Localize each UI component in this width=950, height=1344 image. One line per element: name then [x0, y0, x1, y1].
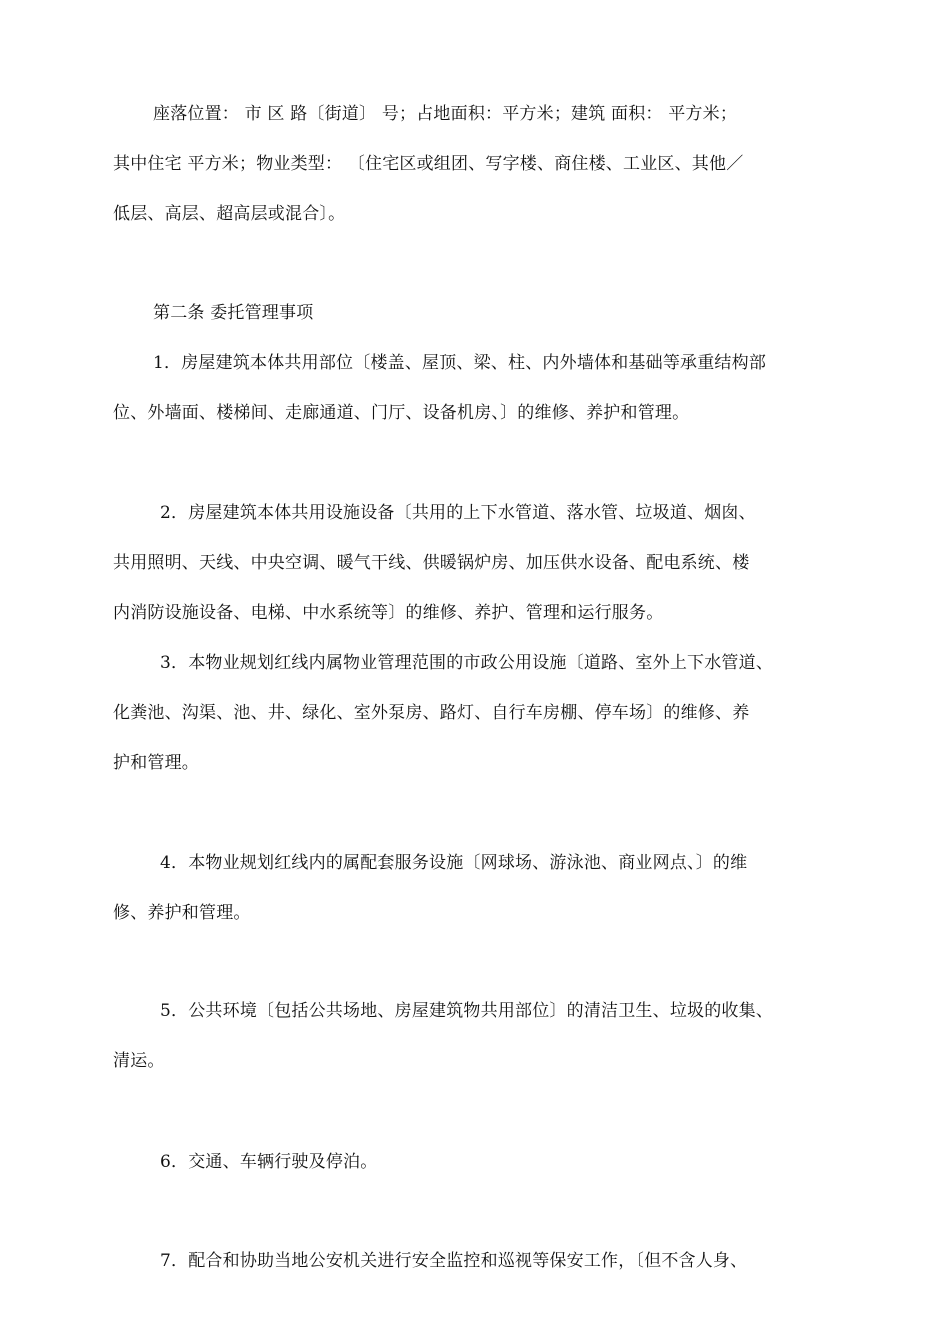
item-3-line-2: 化粪池、沟渠、池、井、绿化、室外泵房、路灯、自行车房棚、停车场〕的维修、养	[113, 703, 750, 723]
paragraph-location-line-3: 低层、高层、超高层或混合〕。	[113, 204, 346, 224]
item-5-line-2: 清运。	[113, 1051, 165, 1071]
item-4-line-1: 4．本物业规划红线内的属配套服务设施〔网球场、游泳池、商业网点、〕的维	[160, 853, 748, 873]
item-6-line-1: 6．交通、车辆行驶及停泊。	[160, 1152, 378, 1172]
item-2-line-1: 2．房屋建筑本体共用设施设备〔共用的上下水管道、落水管、垃圾道、烟囱、	[160, 503, 756, 523]
item-3-line-1: 3．本物业规划红线内属物业管理范围的市政公用设施〔道路、室外上下水管道、	[160, 653, 774, 673]
item-4-line-2: 修、养护和管理。	[113, 903, 251, 923]
section-heading-article-2: 第二条 委托管理事项	[153, 303, 314, 323]
item-1-line-2: 位、外墙面、楼梯间、走廊通道、门厅、设备机房、〕的维修、养护和管理。	[113, 403, 690, 423]
paragraph-location-line-2: 其中住宅 平方米；物业类型： 〔住宅区或组团、写字楼、商住楼、工业区、其他／	[113, 154, 744, 174]
item-2-line-2: 共用照明、天线、中央空调、暖气干线、供暖锅炉房、加压供水设备、配电系统、楼	[113, 553, 750, 573]
paragraph-location-line-1: 座落位置： 市 区 路〔街道〕 号；占地面积：平方米；建筑 面积： 平方米；	[153, 104, 738, 124]
item-7-line-1: 7．配合和协助当地公安机关进行安全监控和巡视等保安工作，〔但不含人身、	[160, 1251, 748, 1271]
item-1-line-1: 1．房屋建筑本体共用部位〔楼盖、屋顶、梁、柱、内外墙体和基础等承重结构部	[153, 353, 767, 373]
item-3-line-3: 护和管理。	[113, 753, 199, 773]
item-5-line-1: 5．公共环境〔包括公共场地、房屋建筑物共用部位〕的清洁卫生、垃圾的收集、	[160, 1001, 774, 1021]
item-2-line-3: 内消防设施设备、电梯、中水系统等〕的维修、养护、管理和运行服务。	[113, 603, 664, 623]
